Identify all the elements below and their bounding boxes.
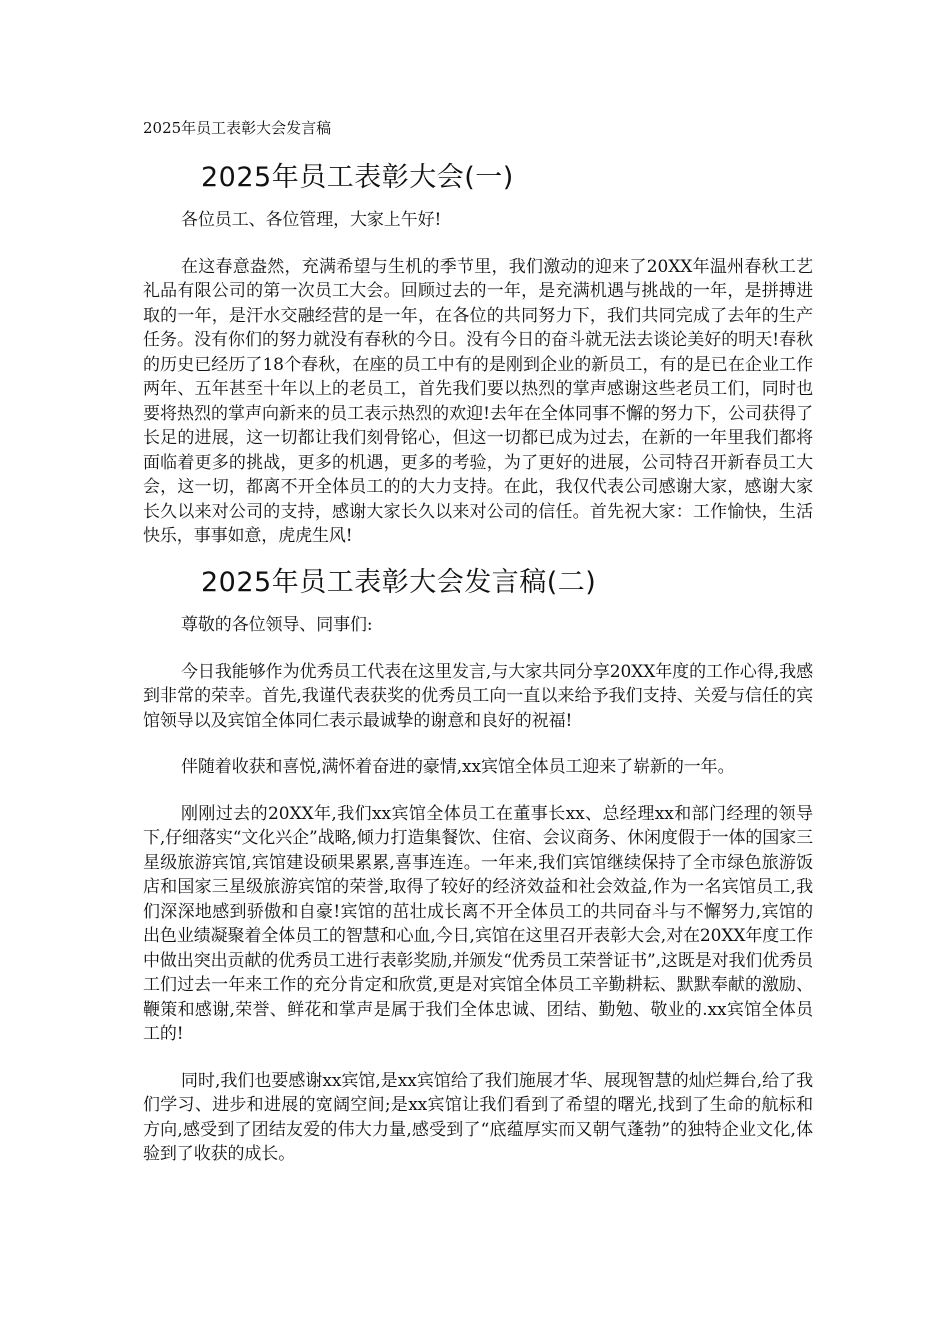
section-one [143, 160, 813, 549]
section-two-heading: 2025年员工表彰大会发言稿(二) [201, 567, 597, 598]
section-two-greeting: 尊敬的各位领导、同事们: [181, 615, 373, 635]
section-two [143, 565, 813, 1167]
section-two-paragraph-4: 同时,我们也要感谢xx宾馆,是xx宾馆给了我们施展才华、展现智慧的灿烂舞台,给了我们学习、进步和进展的宽阔空间;是xx宾馆让我们看到了希望的曙光,找到了生命的航标和方向,感受到了团结友爱的伟大力量,感受到了“底蕴厚实而又朝气蓬勃”的独特企业文化,体验到了收获的成长。 [143, 1070, 813, 1164]
section-two-paragraph-2: 伴随着收获和喜悦,满怀着奋进的豪情,xx宾馆全体员工迎来了崭新的一年。 [181, 757, 735, 777]
section-one-heading: 2025年员工表彰大会(一) [201, 162, 514, 193]
section-one-paragraph: 在这春意盎然，充满希望与生机的季节里，我们激动的迎来了20XX年温州春秋工艺礼品有限公司的第一次员工大会。回顾过去的一年，是充满机遇与挑战的一年，是拼搏进取的一年，是汗水交融经营的是一年，在各位的共同努力下，我们共同完成了去年的生产任务。没有你们的努力就没有春秋的今日。没有今日的奋斗就无法去谈论美好的明天!春秋的历史已经历了18个春秋，在座的员工中有的是刚到企业的新员工，有的是已在企业工作两年、五年甚至十年以上的老员工，首先我们要以热烈的掌声感谢这些老员工们，同时也要将热烈的掌声向新来的员工表示热烈的欢迎!去年在全体同事不懈的努力下，公司获得了长足的进展，这一切都让我们刻骨铭心，但这一切都已成为过去，在新的一年里我们都将面临着更多的挑战，更多的机遇，更多的考验，为了更好的进展，公司特召开新春员工大会，这一切，都离不开全体员工的的大力支持。在此，我仅代表公司感谢大家，感谢大家长久以来对公司的支持，感谢大家长久以来对公司的信任。首先祝大家：工作愉快，生活快乐，事事如意，虎虎生风! [143, 256, 813, 546]
section-one-greeting: 各位员工、各位管理，大家上午好! [181, 210, 442, 230]
section-two-paragraph-3: 刚刚过去的20XX年,我们xx宾馆全体员工在董事长xx、总经理xx和部门经理的领导下,仔细落实“文化兴企”战略,倾力打造集餐饮、住宿、会议商务、休闲度假于一体的国家三星级旅游宾馆,宾馆建设硕果累累,喜事连连。一年来,我们宾馆继续保持了全市绿色旅游饭店和国家三星级旅游宾馆的荣誉,取得了较好的经济效益和社会效益,作为一名宾馆员工,我们深深地感到骄傲和自豪!宾馆的茁壮成长离不开全体员工的共同奋斗与不懈努力,宾馆的出色业绩凝聚着全体员工的智慧和心血,今日,宾馆在这里召开表彰大会,对在20XX年度工作中做出突出贡献的优秀员工进行表彰奖励,并颁发“优秀员工荣誉证书”,这既是对我们优秀员工们过去一年来工作的充分肯定和欣赏,更是对宾馆全体员工辛勤耕耘、默默奉献的激励、鞭策和感谢,荣誉、鲜花和掌声是属于我们全体忠诚、团结、勤勉、敬业的.xx宾馆全体员工的! [143, 803, 813, 1044]
section-two-paragraph-1: 今日我能够作为优秀员工代表在这里发言,与大家共同分享20XX年度的工作心得,我感到非常的荣幸。首先,我谨代表获奖的优秀员工向一直以来给予我们支持、关爱与信任的宾馆领导以及宾馆全体同仁表示最诚挚的谢意和良好的祝福! [143, 661, 813, 731]
document-title: 2025年员工表彰大会发言稿 [143, 119, 332, 137]
